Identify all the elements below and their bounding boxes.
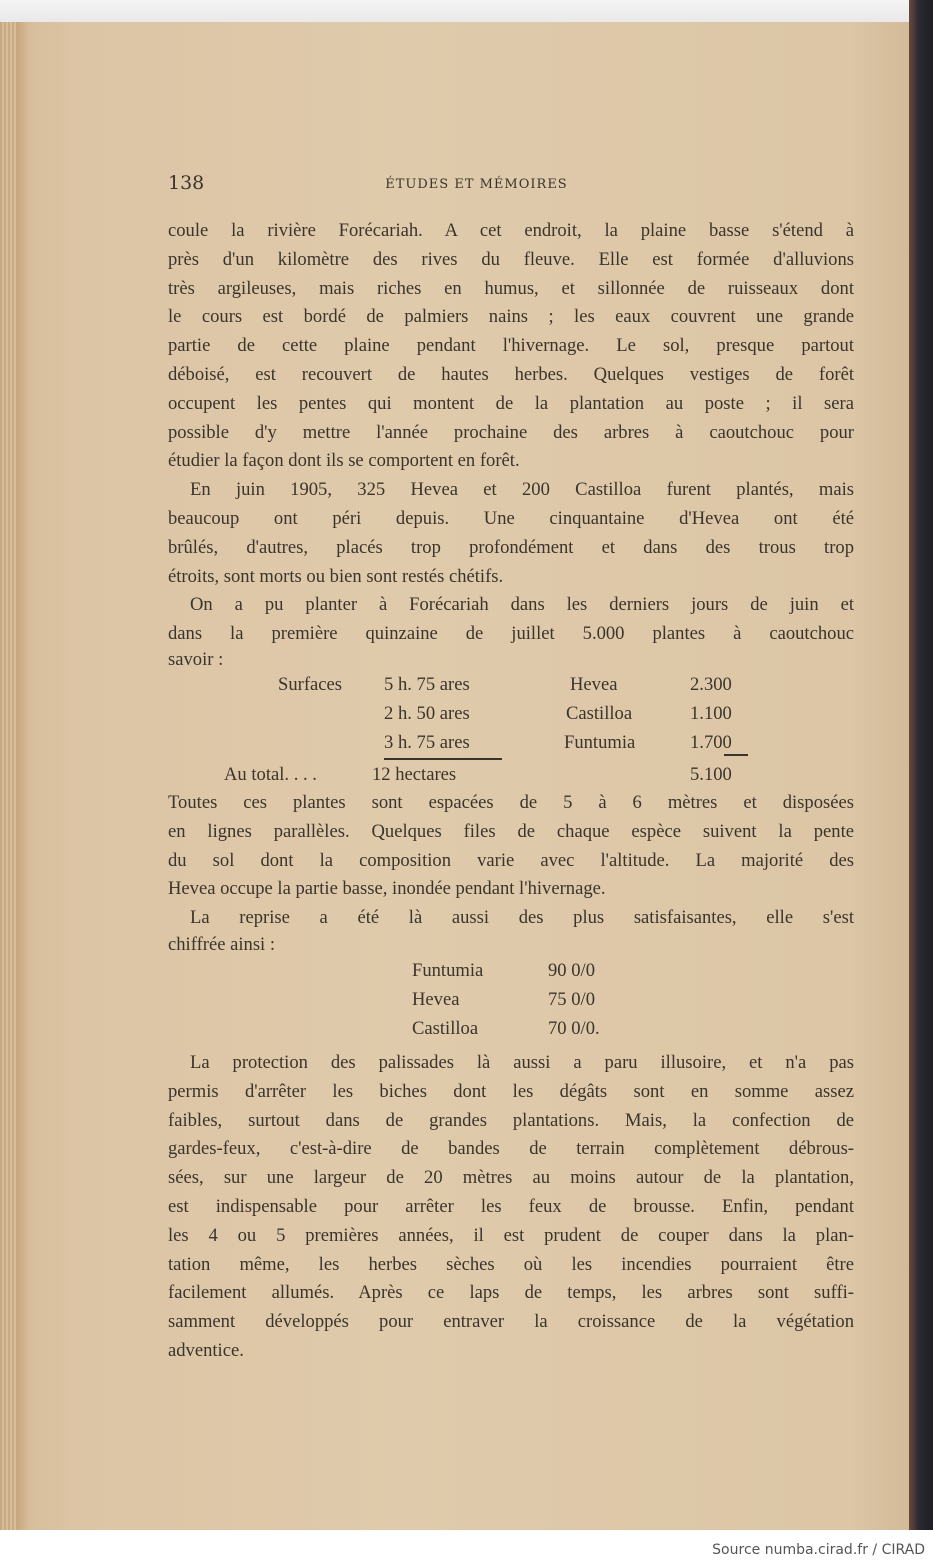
text-line: Hevea occupe la partie basse, inondée pendant l'hivernage. — [168, 878, 606, 900]
book-cover-edge — [909, 0, 933, 1530]
text-line: étudier la façon dont ils se comportent en forêt. — [168, 450, 520, 472]
text-line: sées, sur une largeur de 20 mètres au moins autour de la plantation, — [168, 1167, 854, 1189]
text-line: coule la rivière Forécariah. A cet endroit, la plaine basse s'étend à — [168, 220, 854, 241]
sum-rule — [384, 758, 502, 760]
planting-table — [168, 671, 854, 789]
text-line: possible d'y mettre l'année prochaine des arbres à caoutchouc pour — [168, 421, 854, 443]
text-line: La protection des palissades là aussi a paru illusoire, et n'a pas — [190, 1051, 854, 1073]
text-line: En juin 1905, 325 Hevea et 200 Castilloa furent plantés, mais — [190, 479, 854, 501]
table-cell-surface: 5 h. 75 ares — [384, 673, 470, 695]
table-cell-rate: 90 0/0 — [548, 959, 596, 981]
table-cell-rate: 75 0/0 — [548, 988, 596, 1010]
sum-rule — [724, 754, 748, 756]
text-line: près d'un kilomètre des rives du fleuve. Elle est formée d'alluvions — [168, 248, 854, 270]
table-cell-species: Hevea — [570, 673, 618, 695]
text-line: dans la première quinzaine de juillet 5.000 plantes à caoutchouc — [168, 623, 854, 645]
page-number: 138 — [168, 172, 205, 194]
paragraph-6 — [168, 1049, 854, 1366]
text-line: gardes-feux, c'est-à-dire de bandes de terrain complètement débrous- — [168, 1138, 854, 1160]
text-line: faibles, surtout dans de grandes plantations. Mais, la confection de — [168, 1109, 854, 1131]
paragraph-4 — [168, 789, 854, 904]
page-edges — [0, 22, 18, 1530]
text-line: chiffrée ainsi : — [168, 933, 276, 955]
text-line: du sol dont la composition varie avec l'altitude. La majorité des — [168, 849, 854, 871]
total-label: Au total. . . . — [224, 763, 317, 785]
table-cell-surface: 3 h. 75 ares — [384, 731, 470, 753]
paragraph-1 — [168, 217, 854, 476]
text-line: samment développés pour entraver la croissance de la végétation — [168, 1311, 854, 1333]
text-line: savoir : — [168, 648, 224, 670]
table-cell-count: 2.300 — [690, 673, 732, 695]
text-line: en lignes parallèles. Quelques files de chaque espèce suivent la pente — [168, 820, 854, 842]
table-cell-species: Castilloa — [566, 702, 633, 724]
text-line: Toutes ces plantes sont espacées de 5 à 6 mètres et disposées — [168, 791, 854, 813]
recovery-table — [168, 957, 854, 1043]
text-line: déboisé, est recouvert de hautes herbes. Quelques vestiges de forêt — [168, 363, 854, 385]
text-line: étroits, sont morts ou bien sont restés chétifs. — [168, 565, 504, 587]
table-cell-count: 1.700 — [690, 731, 732, 753]
table-cell-rate: 70 0/0. — [548, 1017, 600, 1039]
page-body — [168, 217, 854, 1366]
text-line: est indispensable pour arrêter les feux de brousse. Enfin, pendant — [168, 1195, 854, 1217]
text-line: partie de cette plaine pendant l'hivernage. Le sol, presque partout — [168, 335, 854, 357]
total-count: 5.100 — [690, 763, 732, 785]
source-credit: Source numba.cirad.fr / CIRAD — [712, 1542, 925, 1558]
text-line: le cours est bordé de palmiers nains ; les eaux couvrent une grande — [168, 306, 854, 328]
text-line: tation même, les herbes sèches où les incendies pourraient être — [168, 1253, 854, 1275]
total-surface: 12 hectares — [372, 763, 457, 785]
text-line: permis d'arrêter les biches dont les dégâts sont en somme assez — [168, 1080, 854, 1102]
table-cell-species: Castilloa — [412, 1017, 479, 1039]
running-title: ÉTUDES ET MÉMOIRES — [385, 177, 568, 192]
paragraph-5 — [168, 904, 854, 957]
text-line: adventice. — [168, 1339, 244, 1361]
table-cell-species: Hevea — [412, 988, 460, 1010]
text-line: les 4 ou 5 premières années, il est prudent de couper dans la plan- — [168, 1224, 854, 1246]
table-cell-surface: 2 h. 50 ares — [384, 702, 470, 724]
text-line: brûlés, d'autres, placés trop profondément et dans des trous trop — [168, 536, 854, 558]
text-line: facilement allumés. Après ce laps de temps, les arbres sont suffi- — [168, 1282, 854, 1304]
table-label: Surfaces — [278, 673, 343, 695]
text-line: On a pu planter à Forécariah dans les derniers jours de juin et — [190, 594, 854, 616]
table-cell-species: Funtumia — [412, 959, 484, 981]
paragraph-2 — [168, 476, 854, 591]
table-cell-species: Funtumia — [564, 731, 636, 753]
text-line: occupent les pentes qui montent de la plantation au poste ; il sera — [168, 392, 854, 414]
paragraph-3 — [168, 591, 854, 671]
text-line: La reprise a été là aussi des plus satisfaisantes, elle s'est — [190, 907, 854, 929]
text-line: très argileuses, mais riches en humus, et sillonnée de ruisseaux dont — [168, 277, 854, 299]
text-line: beaucoup ont péri depuis. Une cinquantaine d'Hevea ont été — [168, 507, 854, 529]
table-cell-count: 1.100 — [690, 702, 732, 724]
